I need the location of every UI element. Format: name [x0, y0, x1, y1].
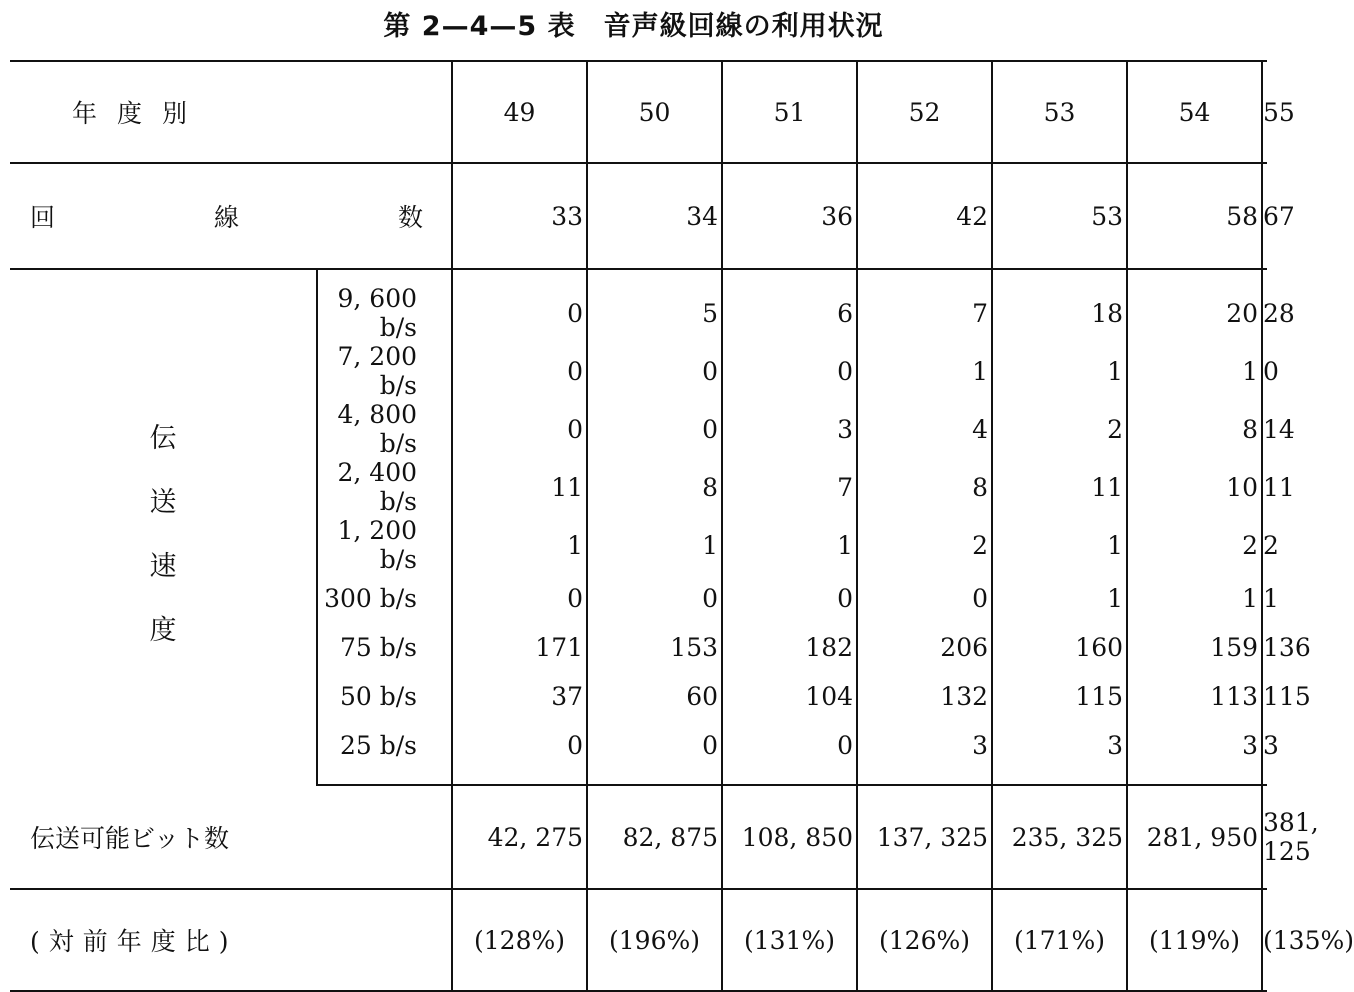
- value-cell: 281, 950: [1127, 785, 1262, 889]
- value-cell: 108, 850: [722, 785, 857, 889]
- yoy-ratio-label-cell: [10, 889, 452, 991]
- speed-label: 50 b/s: [317, 672, 452, 721]
- speed-group-char: 送: [149, 486, 177, 518]
- value-cell: 8: [1127, 400, 1262, 458]
- value-cell: 0: [587, 342, 722, 400]
- value-cell: 0: [452, 269, 587, 342]
- value-cell: 4: [857, 400, 992, 458]
- value-cell: 160: [992, 623, 1127, 672]
- voice-line-usage-table: [10, 60, 1354, 992]
- value-cell: 3: [992, 721, 1127, 785]
- value-cell: 3: [1127, 721, 1262, 785]
- transmittable-bits-label-cell: [10, 785, 452, 889]
- year-cell: 53: [992, 61, 1127, 163]
- value-cell: 8: [587, 458, 722, 516]
- ratio-cell: (126%): [857, 889, 992, 991]
- value-cell: 0: [587, 721, 722, 785]
- value-cell: 8: [857, 458, 992, 516]
- transmittable-bits-row: [10, 785, 1267, 889]
- line-count-char: 線: [214, 203, 240, 232]
- year-cell: 49: [452, 61, 587, 163]
- value-cell: 0: [452, 574, 587, 623]
- value-cell: 115: [1263, 682, 1311, 711]
- value-cell: 53: [992, 163, 1127, 269]
- value-cell: 20: [1127, 269, 1262, 342]
- value-cell: 182: [722, 623, 857, 672]
- value-cell: 153: [587, 623, 722, 672]
- value-cell: 6: [722, 269, 857, 342]
- speed-label: 75 b/s: [317, 623, 452, 672]
- value-cell: 1: [992, 574, 1127, 623]
- value-cell: 67: [1262, 163, 1267, 269]
- speed-group-char: 伝: [149, 422, 177, 454]
- value-cell: 0: [1263, 356, 1279, 386]
- speed-label: 1, 200 b/s: [317, 516, 452, 574]
- speed-group-char: 速: [149, 550, 177, 582]
- value-cell: 42, 275: [452, 785, 587, 889]
- speed-label: 25 b/s: [317, 721, 452, 785]
- value-cell: 37: [452, 672, 587, 721]
- ratio-cell: (135%): [1262, 889, 1267, 991]
- value-cell: 2: [857, 516, 992, 574]
- value-cell: 0: [587, 400, 722, 458]
- value-cell: 1: [452, 516, 587, 574]
- speed-label: 2, 400 b/s: [317, 458, 452, 516]
- value-cell: 0: [722, 574, 857, 623]
- line-count-row: [10, 163, 1267, 269]
- value-cell: 137, 325: [857, 785, 992, 889]
- value-cell: 14: [1263, 414, 1295, 444]
- table-title: 第 2—4—5 表 音声級回線の利用状況: [383, 11, 884, 42]
- year-cell: 55: [1262, 61, 1267, 163]
- value-cell: 0: [722, 721, 857, 785]
- value-cell: 206: [857, 623, 992, 672]
- value-cell: 0: [452, 721, 587, 785]
- value-cell: 113: [1127, 672, 1262, 721]
- value-cell: 1: [722, 516, 857, 574]
- value-cell: 42: [857, 163, 992, 269]
- value-cell: 1: [1127, 342, 1262, 400]
- value-cell: 11: [992, 458, 1127, 516]
- value-cell: 132: [857, 672, 992, 721]
- value-cell: 235, 325: [992, 785, 1127, 889]
- transmittable-bits-label: 伝送可能ビット数: [30, 824, 230, 853]
- value-cell: 3: [722, 400, 857, 458]
- value-cell: 0: [452, 400, 587, 458]
- value-cell: 159: [1127, 623, 1262, 672]
- value-cell: 18: [992, 269, 1127, 342]
- speed-label: 300 b/s: [317, 574, 452, 623]
- fiscal-year-label: 年度別: [72, 99, 208, 128]
- ratio-cell: (196%): [587, 889, 722, 991]
- line-count-label: [10, 163, 452, 269]
- value-cell: 82, 875: [587, 785, 722, 889]
- value-cell: 7: [722, 458, 857, 516]
- year-cell: 54: [1127, 61, 1262, 163]
- value-cell: 0: [722, 342, 857, 400]
- value-cell: 1: [1263, 584, 1279, 613]
- value-cell: 34: [587, 163, 722, 269]
- value-cell: 104: [722, 672, 857, 721]
- value-cell: 2: [1127, 516, 1262, 574]
- speed-label: 9, 600 b/s: [317, 269, 452, 342]
- value-cell: 11: [452, 458, 587, 516]
- value-cell: 136: [1263, 633, 1311, 662]
- value-cell: 33: [452, 163, 587, 269]
- value-cell: 7: [857, 269, 992, 342]
- header-row: [10, 61, 1267, 163]
- value-cell: 1: [992, 342, 1127, 400]
- line-count-char: 数: [398, 203, 424, 232]
- yoy-ratio-row: [10, 889, 1267, 991]
- line-count-char: 回: [30, 203, 56, 232]
- value-cell: 2: [992, 400, 1127, 458]
- value-cell: 3: [1262, 721, 1267, 785]
- yoy-ratio-label: (対前年度比): [30, 927, 238, 956]
- value-cell: 11: [1263, 472, 1295, 502]
- year-cell: 52: [857, 61, 992, 163]
- value-cell: 10: [1127, 458, 1262, 516]
- value-cell: 2: [1263, 530, 1279, 560]
- value-cell: 1: [992, 516, 1127, 574]
- transmission-speed-group-label: [10, 269, 317, 785]
- value-cell: 58: [1127, 163, 1262, 269]
- ratio-cell: (119%): [1127, 889, 1262, 991]
- value-cell: 0: [452, 342, 587, 400]
- speed-group-char: 度: [149, 614, 177, 646]
- value-cell: 1: [587, 516, 722, 574]
- value-cell: 3: [857, 721, 992, 785]
- speed-row: [10, 269, 1267, 342]
- value-cell: 0: [857, 574, 992, 623]
- value-cell: 0: [587, 574, 722, 623]
- speed-label: 4, 800 b/s: [317, 400, 452, 458]
- value-cell: 28: [1263, 298, 1295, 328]
- value-cell: 36: [722, 163, 857, 269]
- value-cell: 5: [587, 269, 722, 342]
- speed-label: 7, 200 b/s: [317, 342, 452, 400]
- fiscal-year-header: [10, 61, 452, 163]
- ratio-cell: (171%): [992, 889, 1127, 991]
- value-cell: 381, 125: [1262, 785, 1267, 889]
- ratio-cell: (131%): [722, 889, 857, 991]
- value-cell: 171: [452, 623, 587, 672]
- value-cell: 1: [857, 342, 992, 400]
- year-cell: 51: [722, 61, 857, 163]
- value-cell: 115: [992, 672, 1127, 721]
- value-cell: 60: [587, 672, 722, 721]
- ratio-cell: (128%): [452, 889, 587, 991]
- value-cell: 1: [1127, 574, 1262, 623]
- year-cell: 50: [587, 61, 722, 163]
